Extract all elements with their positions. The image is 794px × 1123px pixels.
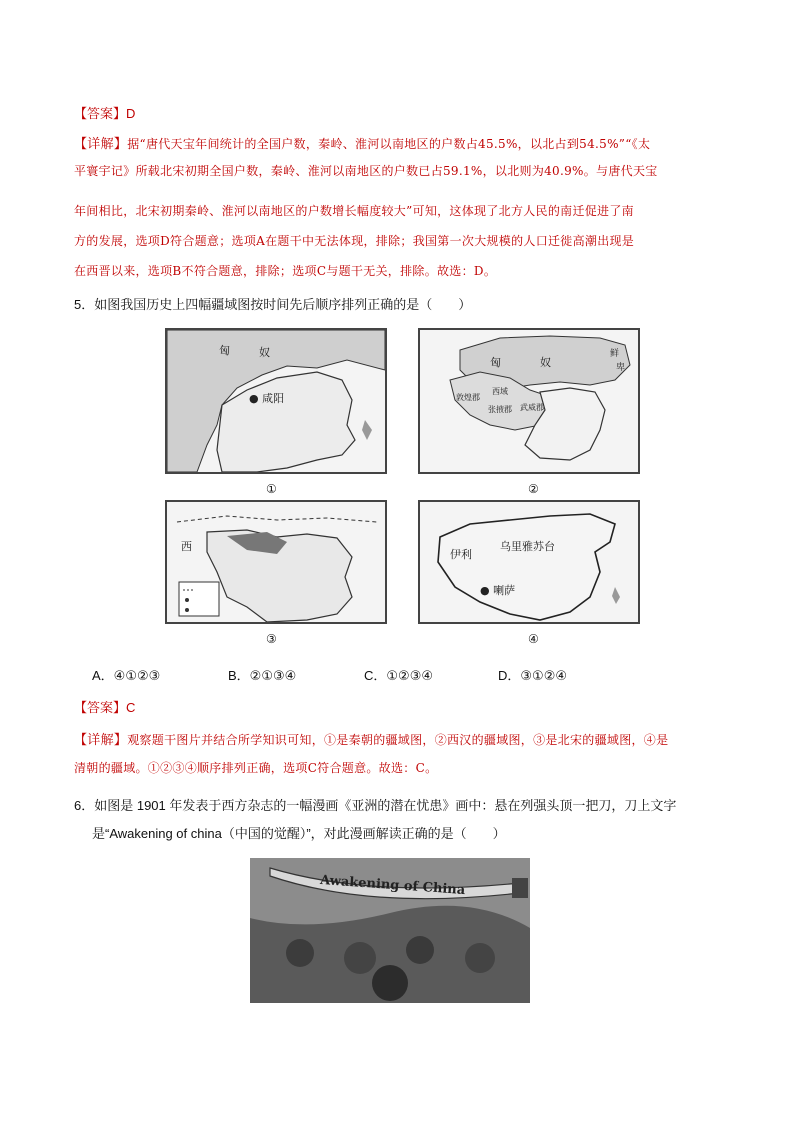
map-2-number: ②	[528, 482, 539, 496]
map-2-label-bei: 卑	[616, 363, 626, 373]
q6-cartoon-sword-text: Awakening of China	[319, 872, 466, 899]
map-4-outline	[420, 502, 638, 622]
q6-stem-line-2: 是“Awakening of china（中国的觉醒）”，对此漫画解读正确的是（ ）	[92, 826, 506, 841]
map-2-label-xiyu: 西域	[492, 387, 508, 396]
map-1	[165, 328, 387, 474]
q4-answer-tag: 【答案】	[74, 106, 127, 121]
map-4-label-lhasa: ● 喇萨	[480, 584, 516, 597]
q5-detail-tag: 【详解】	[74, 732, 128, 747]
map-4	[418, 500, 640, 624]
map-3-label-xi: 西	[181, 540, 192, 553]
map-3-number: ③	[266, 632, 277, 646]
q5-detail-line-1	[74, 729, 668, 748]
map-3	[165, 500, 387, 624]
map-2-label-nu: 奴	[540, 356, 551, 369]
q4-detail-text-1: 据“唐代天宝年间统计的全国户数，秦岭、淮河以南地区的户数占45.5%，以北占到54.5%”“《太	[127, 137, 651, 151]
q4-detail-tag: 【详解】	[74, 136, 128, 151]
map-2-label-dunhuang: 敦煌郡	[456, 393, 480, 402]
q4-detail-line-4: 方的发展，选项D符合题意；选项A在题干中无法体现，排除；我国第一次大规模的人口迁徙高潮出现是	[74, 234, 635, 248]
map-4-label-uliastai: 乌里雅苏台	[500, 540, 555, 553]
map-2	[418, 328, 640, 474]
map-1-label-xianyang: ● 咸阳	[249, 392, 285, 405]
map-1-number: ①	[266, 482, 277, 496]
q4-answer	[74, 103, 135, 122]
q5-stem: 5．如图我国历史上四幅疆域图按时间先后顺序排列正确的是（ ）	[74, 297, 472, 312]
map-3-outline	[167, 502, 385, 622]
q5-answer	[74, 697, 135, 716]
q5-option-c[interactable]: C．①②③④	[364, 668, 434, 683]
map-2-label-xian: 鲜	[610, 349, 620, 359]
q4-detail-line-5: 在西晋以来，选项B不符合题意，排除；选项C与题干无关，排除。故选：D。	[74, 264, 497, 278]
q6-stem-line-1: 6．如图是 1901 年发表于西方杂志的一幅漫画《亚洲的潜在忧患》画中：悬在列强头顶一把刀，刀上文字	[74, 798, 677, 813]
q4-answer-value: D	[126, 106, 136, 121]
q5-option-b[interactable]: B．②①③④	[228, 668, 297, 683]
map-1-label-xiong: 匈	[219, 344, 230, 357]
q6-cartoon	[250, 858, 530, 1003]
map-2-label-wuwei: 武威郡	[520, 403, 544, 412]
q5-option-a[interactable]: A．④①②③	[92, 668, 161, 683]
q5-option-d[interactable]: D．③①②④	[498, 668, 568, 683]
q4-detail-line-1	[74, 133, 650, 152]
q4-detail-line-2: 平寰宇记》所载北宋初期全国户数，秦岭、淮河以南地区的户数已占59.1%，以北则为40.9%。与唐代天宝	[74, 164, 658, 178]
map-2-label-zhangye: 张掖郡	[488, 405, 512, 414]
q5-answer-tag: 【答案】	[74, 700, 127, 715]
q4-detail-line-3: 年间相比，北宋初期秦岭、淮河以南地区的户数增长幅度较大”可知，这体现了北方人民的南迁促进了南	[74, 204, 634, 218]
q5-detail-line-2: 清朝的疆域。①②③④顺序排列正确，选项C符合题意。故选：C。	[74, 761, 438, 775]
q5-answer-value: C	[126, 700, 136, 715]
map-2-outline	[420, 330, 638, 472]
map-4-label-yili: 伊利	[450, 548, 472, 561]
q5-detail-text-1: 观察题干图片并结合所学知识可知，①是秦朝的疆域图，②西汉的疆域图，③是北宋的疆域图，④是	[127, 733, 669, 747]
map-4-number: ④	[528, 632, 539, 646]
map-1-label-nu: 奴	[259, 346, 270, 359]
map-2-label-xiong: 匈	[490, 356, 501, 369]
